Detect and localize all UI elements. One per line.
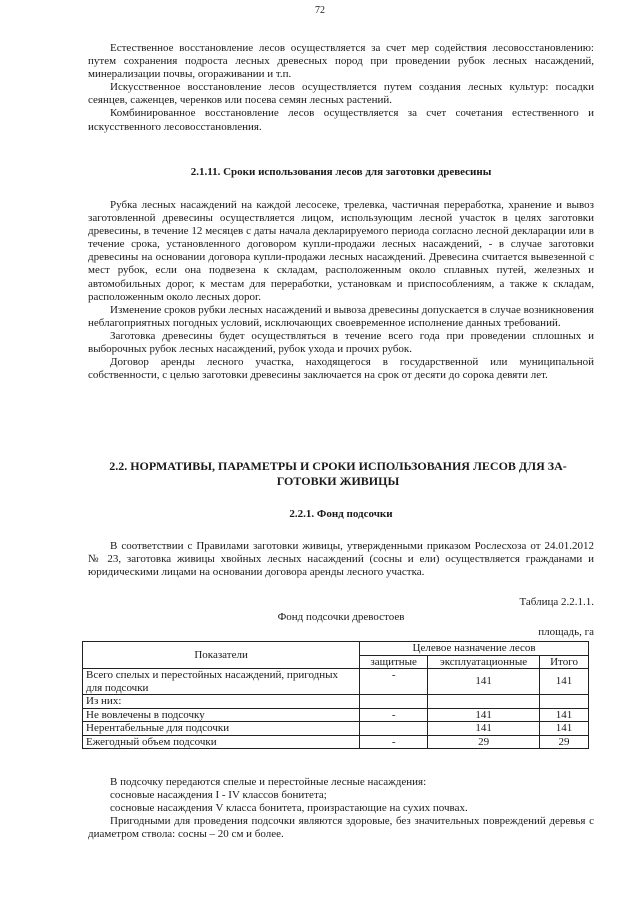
table-row — [83, 669, 589, 695]
cell-exploitation: 141 — [428, 669, 540, 695]
row-label: Ежегодный объем подсочки — [83, 735, 360, 749]
cell-total: 141 — [540, 708, 589, 722]
section-heading-2-2: 2.2. НОРМАТИВЫ, ПАРАМЕТРЫ И СРОКИ ИСПОЛЬЗОВАНИЯ ЛЕСОВ ДЛЯ ЗАГОТОВКИ ЖИВИЦЫ — [109, 459, 567, 488]
cell-protective: - — [360, 735, 428, 749]
paragraph: Изменение сроков рубки лесных насаждений и вывоза древесины допускается в случае возникновения неблагоприятных погодных условий, исключающих своевременное исполнение данных требований. — [88, 303, 594, 329]
cell-protective: - — [360, 708, 428, 722]
paragraph: Комбинированное восстановление лесов осуществляется за счет сочетания естественного и искусственного лесовосстановления. — [88, 107, 594, 133]
table-label: Таблица 2.2.1.1. — [519, 596, 594, 608]
paragraph: В подсочку передаются спелые и перестойные лесные насаждения: — [110, 776, 427, 788]
paragraph: Искусственное восстановление лесов осуществляется путем создания лесных культур: посадки сеянцев, саженцев, черенков или посева семян лесных растений. — [88, 81, 594, 107]
table-row — [83, 722, 589, 736]
cell-protective — [360, 695, 428, 709]
header-group: Целевое назначение лесов — [360, 642, 589, 656]
section-2-2-1-body — [88, 540, 594, 579]
cell-exploitation: 29 — [428, 735, 540, 749]
cell-exploitation: 141 — [428, 722, 540, 736]
cell-total: 141 — [540, 669, 589, 695]
section-2-1-11-body — [88, 199, 594, 382]
cell-protective — [360, 722, 428, 736]
paragraph: Естественное восстановление лесов осуществляется за счет мер содействия лесовосстановлению: путем сохранения подроста лесных древесных пород при проведении рубок лесных насаждений, минерализации почвы, огораживании и т.п. — [88, 42, 594, 81]
page-number: 72 — [315, 5, 325, 16]
paragraph: сосновые насаждения I - IV классов бонитета; — [110, 789, 327, 802]
row-label: Всего спелых и перестойных насаждений, пригодных для подсочки — [83, 669, 360, 695]
cell-exploitation — [428, 695, 540, 709]
cell-total: 141 — [540, 722, 589, 736]
section-heading-2-2-1: 2.2.1. Фонд подсочки — [289, 508, 393, 520]
table-row — [83, 735, 589, 749]
bottom-section — [88, 776, 594, 841]
paragraph: Пригодными для проведения подсочки являются здоровые, без значительных повреждений деревья с диаметром ствола: сосны – 20 см и более. — [88, 815, 594, 841]
header-total: Итого — [540, 655, 589, 669]
table-row — [83, 695, 589, 709]
row-label: Из них: — [83, 695, 360, 709]
paragraph: В соответствии с Правилами заготовки живицы, утвержденными приказом Рослесхоза от 24.01.2012 № 23, заготовка живицы хвойных лесных насаждений (сосны и ели) осуществляется гражданами и юридическими лицами на основании договора аренды лесного участка. — [88, 540, 594, 579]
forest-tapping-table — [82, 641, 589, 749]
cell-exploitation: 141 — [428, 708, 540, 722]
cell-total — [540, 695, 589, 709]
section-heading-2-1-11: 2.1.11. Сроки использования лесов для заготовки древесины — [190, 166, 492, 178]
table-header-row — [83, 642, 589, 656]
paragraph: Договор аренды лесного участка, находящегося в государственной или муниципальной собственности, с целью заготовки древесины заключается на срок от десяти до сорока девяти лет. — [88, 356, 594, 382]
row-label: Не вовлечены в подсочку — [83, 708, 360, 722]
cell-protective: - — [360, 669, 428, 695]
header-protective: защитные — [360, 655, 428, 669]
row-label: Нерентабельные для подсочки — [83, 722, 360, 736]
paragraph: сосновые насаждения V класса бонитета, произрастающие на сухих почвах. — [110, 802, 468, 815]
header-exploitation: эксплуатационные — [428, 655, 540, 669]
top-paragraphs — [88, 42, 594, 134]
table-units: площадь, га — [538, 626, 594, 638]
paragraph: Заготовка древесины будет осуществляться в течение всего года при проведении сплошных и выборочных рубок лесных насаждений, рубок ухода и прочих рубок. — [88, 329, 594, 356]
table-row — [83, 708, 589, 722]
cell-total: 29 — [540, 735, 589, 749]
table-title: Фонд подсочки древостоев — [277, 611, 405, 623]
header-indicators: Показатели — [83, 642, 360, 669]
paragraph: Рубка лесных насаждений на каждой лесосеке, трелевка, частичная переработка, хранение и вывоз заготовленной древесины осуществляется лицом, использующим лесной участок в целях заготовки древесины, в течение 12 месяцев с даты начала декларируемого периода согласно лесной декларации или в течение срока, установленного договором купли-продажи лесных насаждений, - в случае заготовки древесины на основании договора купли-продажи лесных насаждений. Древесина считается вывезенной с мест рубок, если она подвезена к складам, расположенным около сплавных путей, железных и автомобильных дорог, к местам для переработки, установкам и приспособлениям, а также к складам, расположенным около лесных дорог. — [88, 199, 594, 303]
